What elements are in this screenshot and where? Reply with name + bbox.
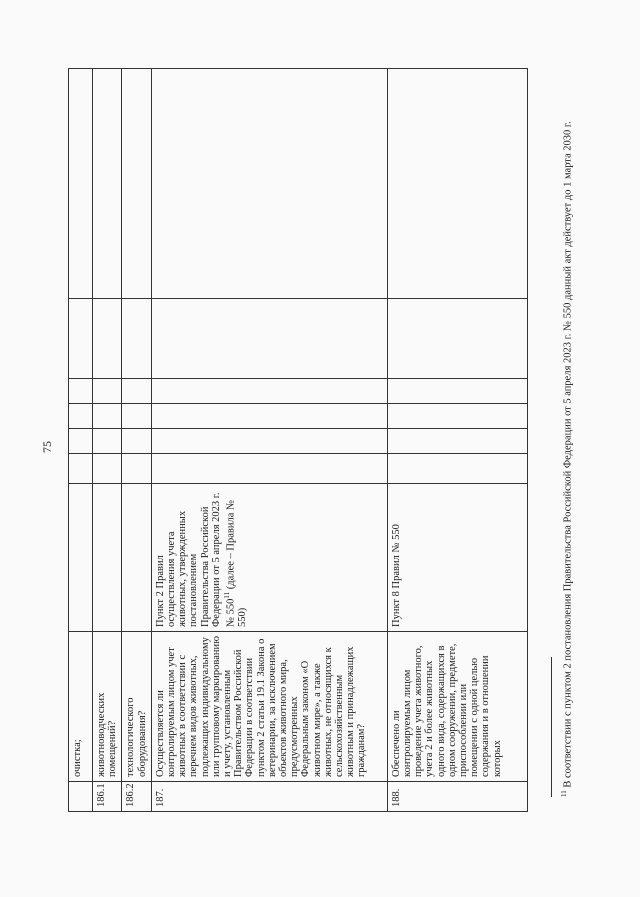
table-row xyxy=(387,69,527,812)
row-number xyxy=(69,782,93,812)
reference-cell xyxy=(93,484,122,632)
empty-cell xyxy=(93,299,122,379)
empty-cell xyxy=(93,429,122,454)
footnote-number: 11 xyxy=(560,790,568,797)
empty-cell xyxy=(122,429,151,454)
empty-cell xyxy=(122,379,151,404)
empty-cell xyxy=(69,429,93,454)
empty-cell xyxy=(69,404,93,429)
row-number: 188. xyxy=(387,782,527,812)
row-number: 187. xyxy=(151,782,387,812)
question-cell: животноводческих помещений? xyxy=(93,632,122,782)
reference-cell: Пункт 8 Правил № 550 xyxy=(387,484,527,632)
empty-cell xyxy=(93,454,122,484)
empty-cell xyxy=(387,404,527,429)
row-number: 186.2 xyxy=(122,782,151,812)
empty-cell xyxy=(387,429,527,454)
empty-cell xyxy=(69,379,93,404)
table-row xyxy=(93,69,122,812)
reference-cell xyxy=(122,484,151,632)
empty-cell xyxy=(151,429,387,454)
checklist-table xyxy=(68,68,528,812)
empty-cell xyxy=(93,379,122,404)
empty-cell xyxy=(151,299,387,379)
footnote-separator xyxy=(551,657,552,797)
empty-cell xyxy=(387,299,527,379)
empty-cell xyxy=(122,454,151,484)
empty-cell xyxy=(387,69,527,299)
empty-cell xyxy=(151,404,387,429)
empty-cell xyxy=(69,69,93,299)
empty-cell xyxy=(151,454,387,484)
empty-cell xyxy=(69,454,93,484)
empty-cell xyxy=(122,299,151,379)
empty-cell xyxy=(122,404,151,429)
reference-cell xyxy=(151,484,387,632)
reference-cell xyxy=(69,484,93,632)
empty-cell xyxy=(151,69,387,299)
empty-cell xyxy=(93,404,122,429)
reference-text-tail: (далее – Правила № 550) xyxy=(225,499,248,627)
empty-cell xyxy=(69,299,93,379)
footnote-text: В соответствии с пунктом 2 постановления Правительства Российской Федерации от 5 апреля 2023 г. № 550 данный акт действует до 1 марта 2030 г. xyxy=(562,121,574,791)
empty-cell xyxy=(387,454,527,484)
empty-cell xyxy=(387,379,527,404)
table-row xyxy=(69,69,93,812)
table-row xyxy=(151,69,387,812)
reference-text: Пункт 2 Правил осуществления учета животных, утвержденных постановлением Правительства Российской Федерации от 5 апреля 2023 г. № 550 xyxy=(154,492,237,627)
empty-cell xyxy=(151,379,387,404)
question-cell: Осуществляется ли контролируемым лицом учет животных в соответствии с перечнем видов животных, подлежащих индивидуальному или групповому маркированию и учету, установленным Правительством Российской Федерации в соответствии пунктом 2 статьи 19.1 Закона о ветеринарии, за исключением объектов животного мира, предусмотренных Федеральным законом «О животном мире», а также животных, не относящихся к сельскохозяйственным животным и принадлежащих гражданам? xyxy=(151,632,387,782)
table-row xyxy=(122,69,151,812)
question-cell: Обеспечено ли контролируемым лицом проведение учета животного, учета 2 и более животных одного вида, содержащихся в одном сооружении, предмете, приспособлении или помещении с одной целью содержания и в отношении которых xyxy=(387,632,527,782)
footnote xyxy=(558,37,575,797)
empty-cell xyxy=(93,69,122,299)
page-number: 75 xyxy=(40,441,54,453)
footnote-marker: 11 xyxy=(223,591,232,599)
question-cell: очистка; xyxy=(69,632,93,782)
empty-cell xyxy=(122,69,151,299)
row-number: 186.1 xyxy=(93,782,122,812)
question-cell: технологического оборудования? xyxy=(122,632,151,782)
